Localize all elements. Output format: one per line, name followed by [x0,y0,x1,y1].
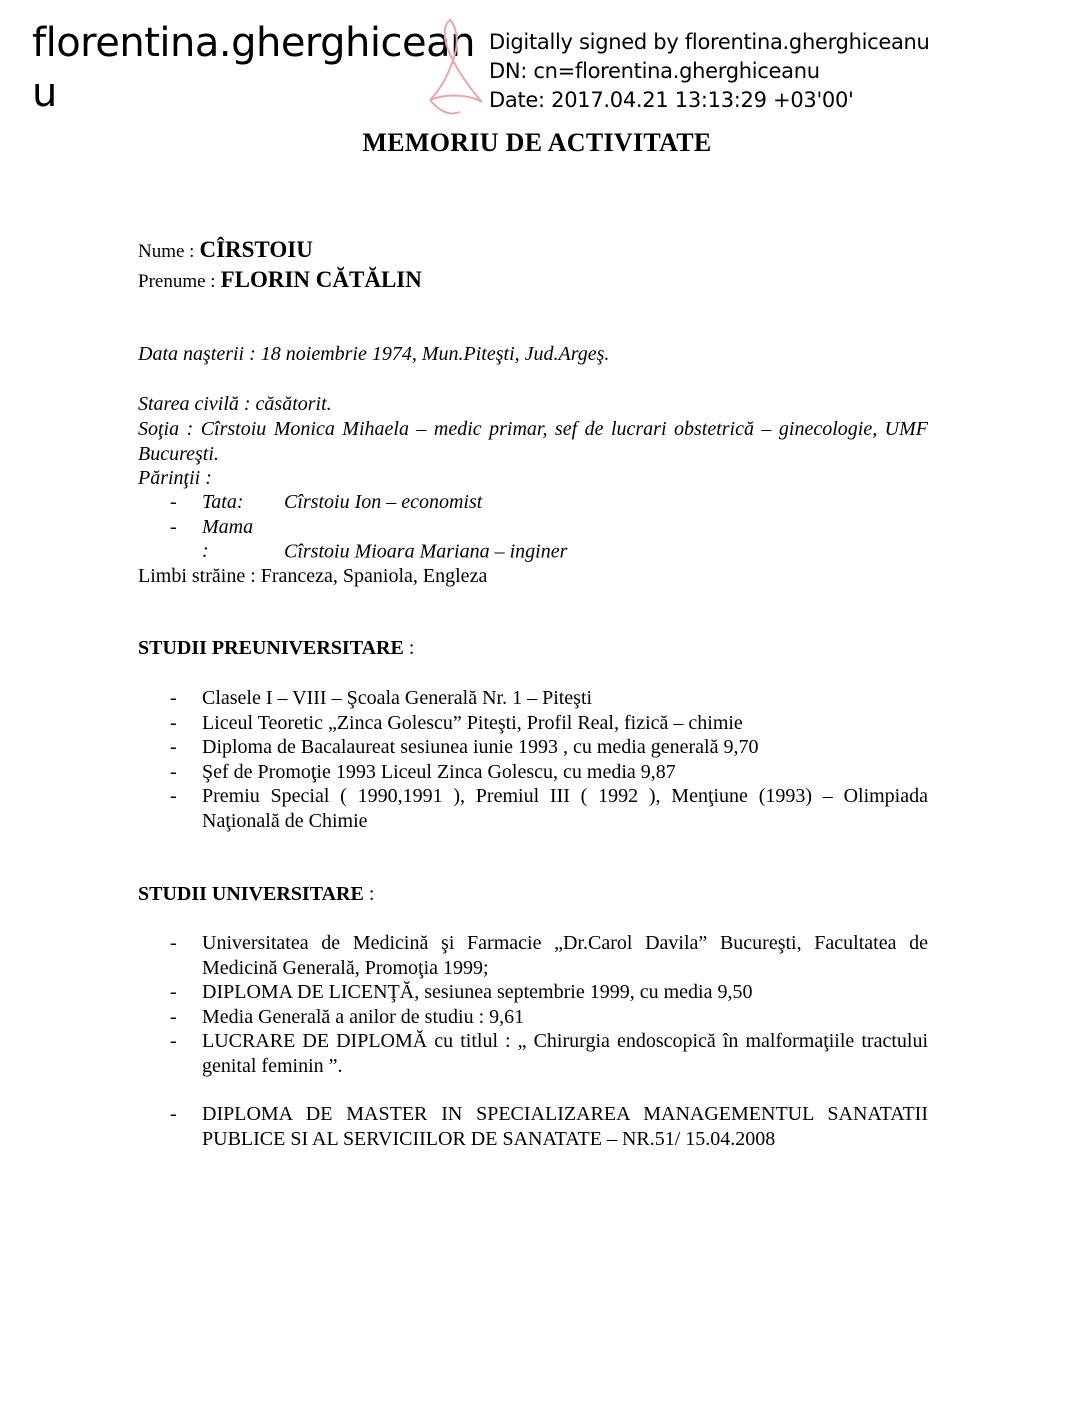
list-item: - DIPLOMA DE LICENŢĂ, sesiunea septembrie 1999, cu media 9,50 [170,981,753,1003]
signature-watermark-icon [420,16,492,124]
prenume-value: FLORIN CĂTĂLIN [220,267,422,292]
prenume-label: Prenume : [138,271,216,292]
list-item: - Premiu Special ( 1990,1991 ), Premiul III ( 1992 ), Menţiune (1993) – Olimpiada Naţională de Chimie [170,785,928,832]
list-item: - Liceul Teoretic „Zinca Golescu” Piteşti, Profil Real, fizică – chimie [170,711,743,734]
document-title: MEMORIU DE ACTIVITATE [362,128,712,157]
list-item: - Media Generală a anilor de studiu : 9,61 [170,1005,525,1028]
list-item: - Clasele I – VIII – Şcoala Generală Nr. 1 – Piteşti [170,687,593,709]
list-item: - Tata: Cîrstoiu Ion – economist [170,491,483,513]
civil-status: Starea civilă : căsătorit. [138,393,332,415]
list-item: - DIPLOMA DE MASTER IN SPECIALIZAREA MANAGEMENTUL SANATATII PUBLICE SI AL SERVICIILOR DE SANATATE – NR.51/ 15.04.2008 [170,1103,928,1150]
list-item: - LUCRARE DE DIPLOMĂ cu titlul : „ Chirurgia endoscopică în malformaţiile tractului genital feminin ”. [170,1030,928,1077]
list-item: - Universitatea de Medicină şi Farmacie „Dr.Carol Davila” Bucureşti, Facultatea de Medicină Generală, Promoţia 1999; [170,932,928,979]
signature-details [489,28,930,115]
preuniversitare-heading: STUDII PREUNIVERSITARE : [138,637,415,659]
birth-info: Data naşterii : 18 noiembrie 1974, Mun.Piteşti, Jud.Argeş. [138,343,610,365]
signature-name-line-2: u [32,70,57,116]
signature-dn: DN: cn=florentina.gherghiceanu [489,59,820,83]
list-item: - Şef de Promoţie 1993 Liceul Zinca Golescu, cu media 9,87 [170,760,676,783]
parents-label: Părinţii : [138,467,212,489]
signature-date: Date: 2017.04.21 13:13:29 +03'00' [489,88,854,112]
signature-signed-by: Digitally signed by florentina.gherghiceanu [489,30,930,54]
parents-list [170,490,928,564]
list-item: - Mama : Cîrstoiu Mioara Mariana – inginer [170,515,568,562]
preuniversitare-list [170,686,928,833]
universitare-heading: STUDII UNIVERSITARE : [138,883,375,905]
prenume-row [138,267,422,294]
nume-row [138,237,313,264]
spouse-info: Soţia : Cîrstoiu Monica Mihaela – medic primar, sef de lucrari obstetrică – ginecologie, UMF Bucureşti. [138,418,928,465]
universitare-list [170,931,928,1151]
languages: Limbi străine : Franceza, Spaniola, Engleza [138,565,488,587]
list-item: - Diploma de Bacalaureat sesiunea iunie 1993 , cu media generală 9,70 [170,736,759,758]
nume-value: CÎRSTOIU [199,237,313,262]
signature-name-line-1: florentina.gherghicean [32,20,475,66]
nume-label: Nume : [138,241,195,262]
